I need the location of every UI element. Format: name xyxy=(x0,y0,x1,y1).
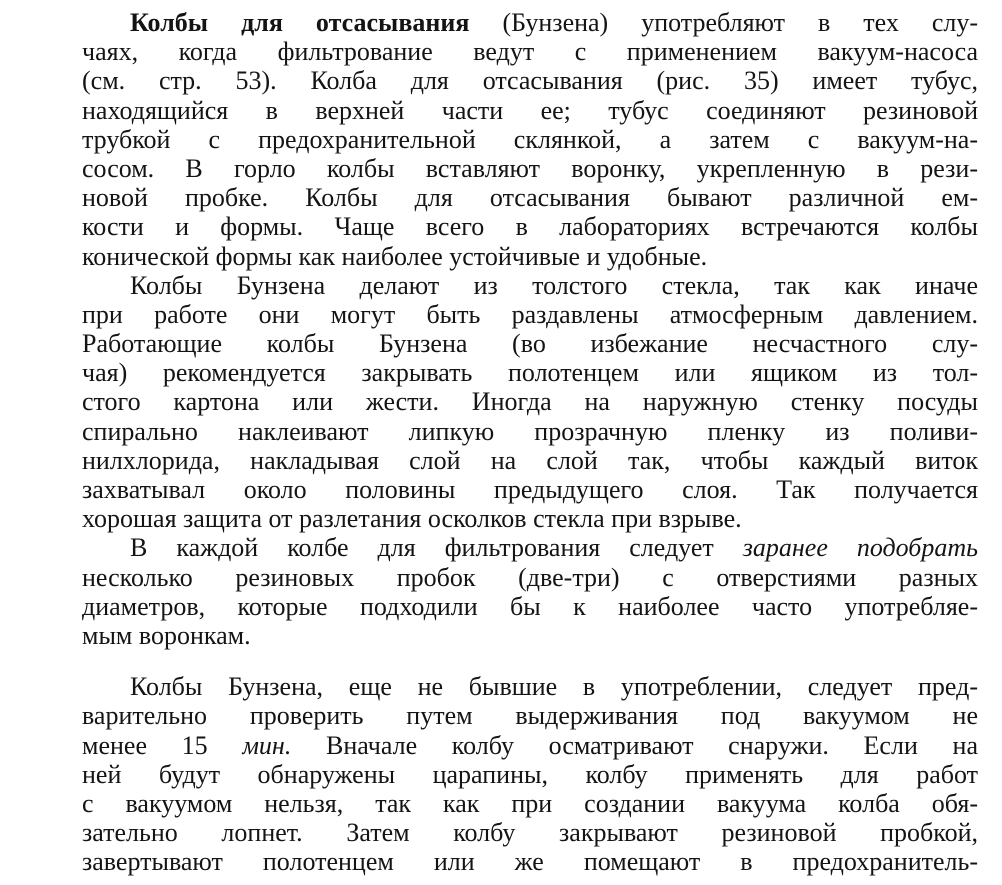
text-line xyxy=(82,242,978,271)
text-line xyxy=(82,417,978,446)
text-segment: (Бунзена) употребляют в тех слу- xyxy=(469,8,978,37)
text-line xyxy=(82,592,978,621)
paragraph-4 xyxy=(82,672,978,876)
italic-emphasis: заранее подобрать xyxy=(742,533,978,563)
text-line xyxy=(82,760,978,789)
text-line xyxy=(82,329,978,358)
text-segment: нилхлорида, накладывая слой на слой так, чтобы каждый виток xyxy=(82,445,978,475)
paragraph-1 xyxy=(82,8,978,271)
text-segment: при работе они могут быть раздавлены атмосферным давлением. xyxy=(82,299,978,329)
text-line xyxy=(82,533,978,562)
text-line xyxy=(82,37,978,66)
text-line xyxy=(82,504,978,533)
text-line xyxy=(82,96,978,125)
text-line xyxy=(82,475,978,504)
paragraph-3 xyxy=(82,533,978,650)
text-segment: Работающие колбы Бунзена (во избежание несчастного слу- xyxy=(82,329,978,359)
text-segment: чая) рекомендуется закрывать полотенцем или ящиком из тол- xyxy=(82,358,978,388)
text-segment: мым воронкам. xyxy=(82,620,251,650)
text-segment: кости и формы. Чаще всего в лабораториях встречаются колбы xyxy=(82,212,978,242)
text-segment: хорошая защита от разлетания осколков стекла при взрыве. xyxy=(82,504,742,534)
text-segment: спирально наклеивают липкую прозрачную пленку из поливи- xyxy=(82,416,978,446)
text-segment: чаях, когда фильтрование ведут с применением вакуум-насоса xyxy=(82,37,978,67)
paragraph-2 xyxy=(82,271,978,534)
text-segment: конической формы как наиболее устойчивые и удобные. xyxy=(82,241,708,271)
text-segment: трубкой с предохранительной склянкой, а затем с вакуум-на- xyxy=(82,124,978,154)
text-segment: завертывают полотенцем или же помещают в предохранитель- xyxy=(82,847,978,877)
text-line xyxy=(82,446,978,475)
text-line xyxy=(82,154,978,183)
text-line xyxy=(82,212,978,241)
text-segment: зательно лопнет. Затем колбу закрывают резиновой пробкой, xyxy=(82,818,978,848)
text-segment: (см. стр. 53). Колба для отсасывания (рис. 35) имеет тубус, xyxy=(82,66,978,96)
text-line xyxy=(82,271,978,300)
text-line xyxy=(82,300,978,329)
italic-unit: мин. xyxy=(242,730,292,760)
text-line xyxy=(82,358,978,387)
text-segment: Вначале колбу осматривают снаружи. Если на xyxy=(291,730,978,760)
text-segment: находящийся в верхней части ее; тубус соединяют резиновой xyxy=(82,95,978,125)
text-segment: стого картона или жести. Иногда на наружную стенку посуды xyxy=(82,387,978,417)
text-segment: Колбы Бунзена, еще не бывшие в употреблении, следует пред- xyxy=(130,672,978,702)
text-line xyxy=(82,563,978,592)
text-line xyxy=(82,387,978,416)
text-segment: захватывал около половины предыдущего слоя. Так получается xyxy=(82,475,978,504)
document-page xyxy=(82,8,978,876)
text-segment: сосом. В горло колбы вставляют воронку, укрепленную в рези- xyxy=(82,153,978,183)
text-segment: ней будут обнаружены царапины, колбу применять для работ xyxy=(82,759,978,789)
text-line xyxy=(82,183,978,212)
text-segment: с вакуумом нельзя, так как при создании вакуума колба обя- xyxy=(82,788,978,818)
text-line xyxy=(82,125,978,154)
text-line xyxy=(82,789,978,818)
text-line xyxy=(82,818,978,847)
text-line xyxy=(82,672,978,701)
text-segment: новой пробке. Колбы для отсасывания бывают различной ем- xyxy=(82,183,978,213)
text-segment: менее 15 xyxy=(82,730,243,760)
text-line xyxy=(82,8,978,37)
bold-lead-term: Колбы для отсасывания xyxy=(130,8,470,37)
text-segment: несколько резиновых пробок (две-три) с отверстиями разных xyxy=(82,562,978,592)
text-line xyxy=(82,621,978,650)
text-segment: В каждой колбе для фильтрования следует xyxy=(130,533,743,563)
text-line xyxy=(82,701,978,730)
text-segment: Колбы Бунзена делают из толстого стекла, так как иначе xyxy=(130,270,978,300)
text-segment: варительно проверить путем выдерживания под вакуумом не xyxy=(82,701,978,731)
text-line xyxy=(82,847,978,876)
text-line xyxy=(82,66,978,95)
text-segment: диаметров, которые подходили бы к наиболее часто употребляе- xyxy=(82,591,978,621)
text-line xyxy=(82,731,978,760)
